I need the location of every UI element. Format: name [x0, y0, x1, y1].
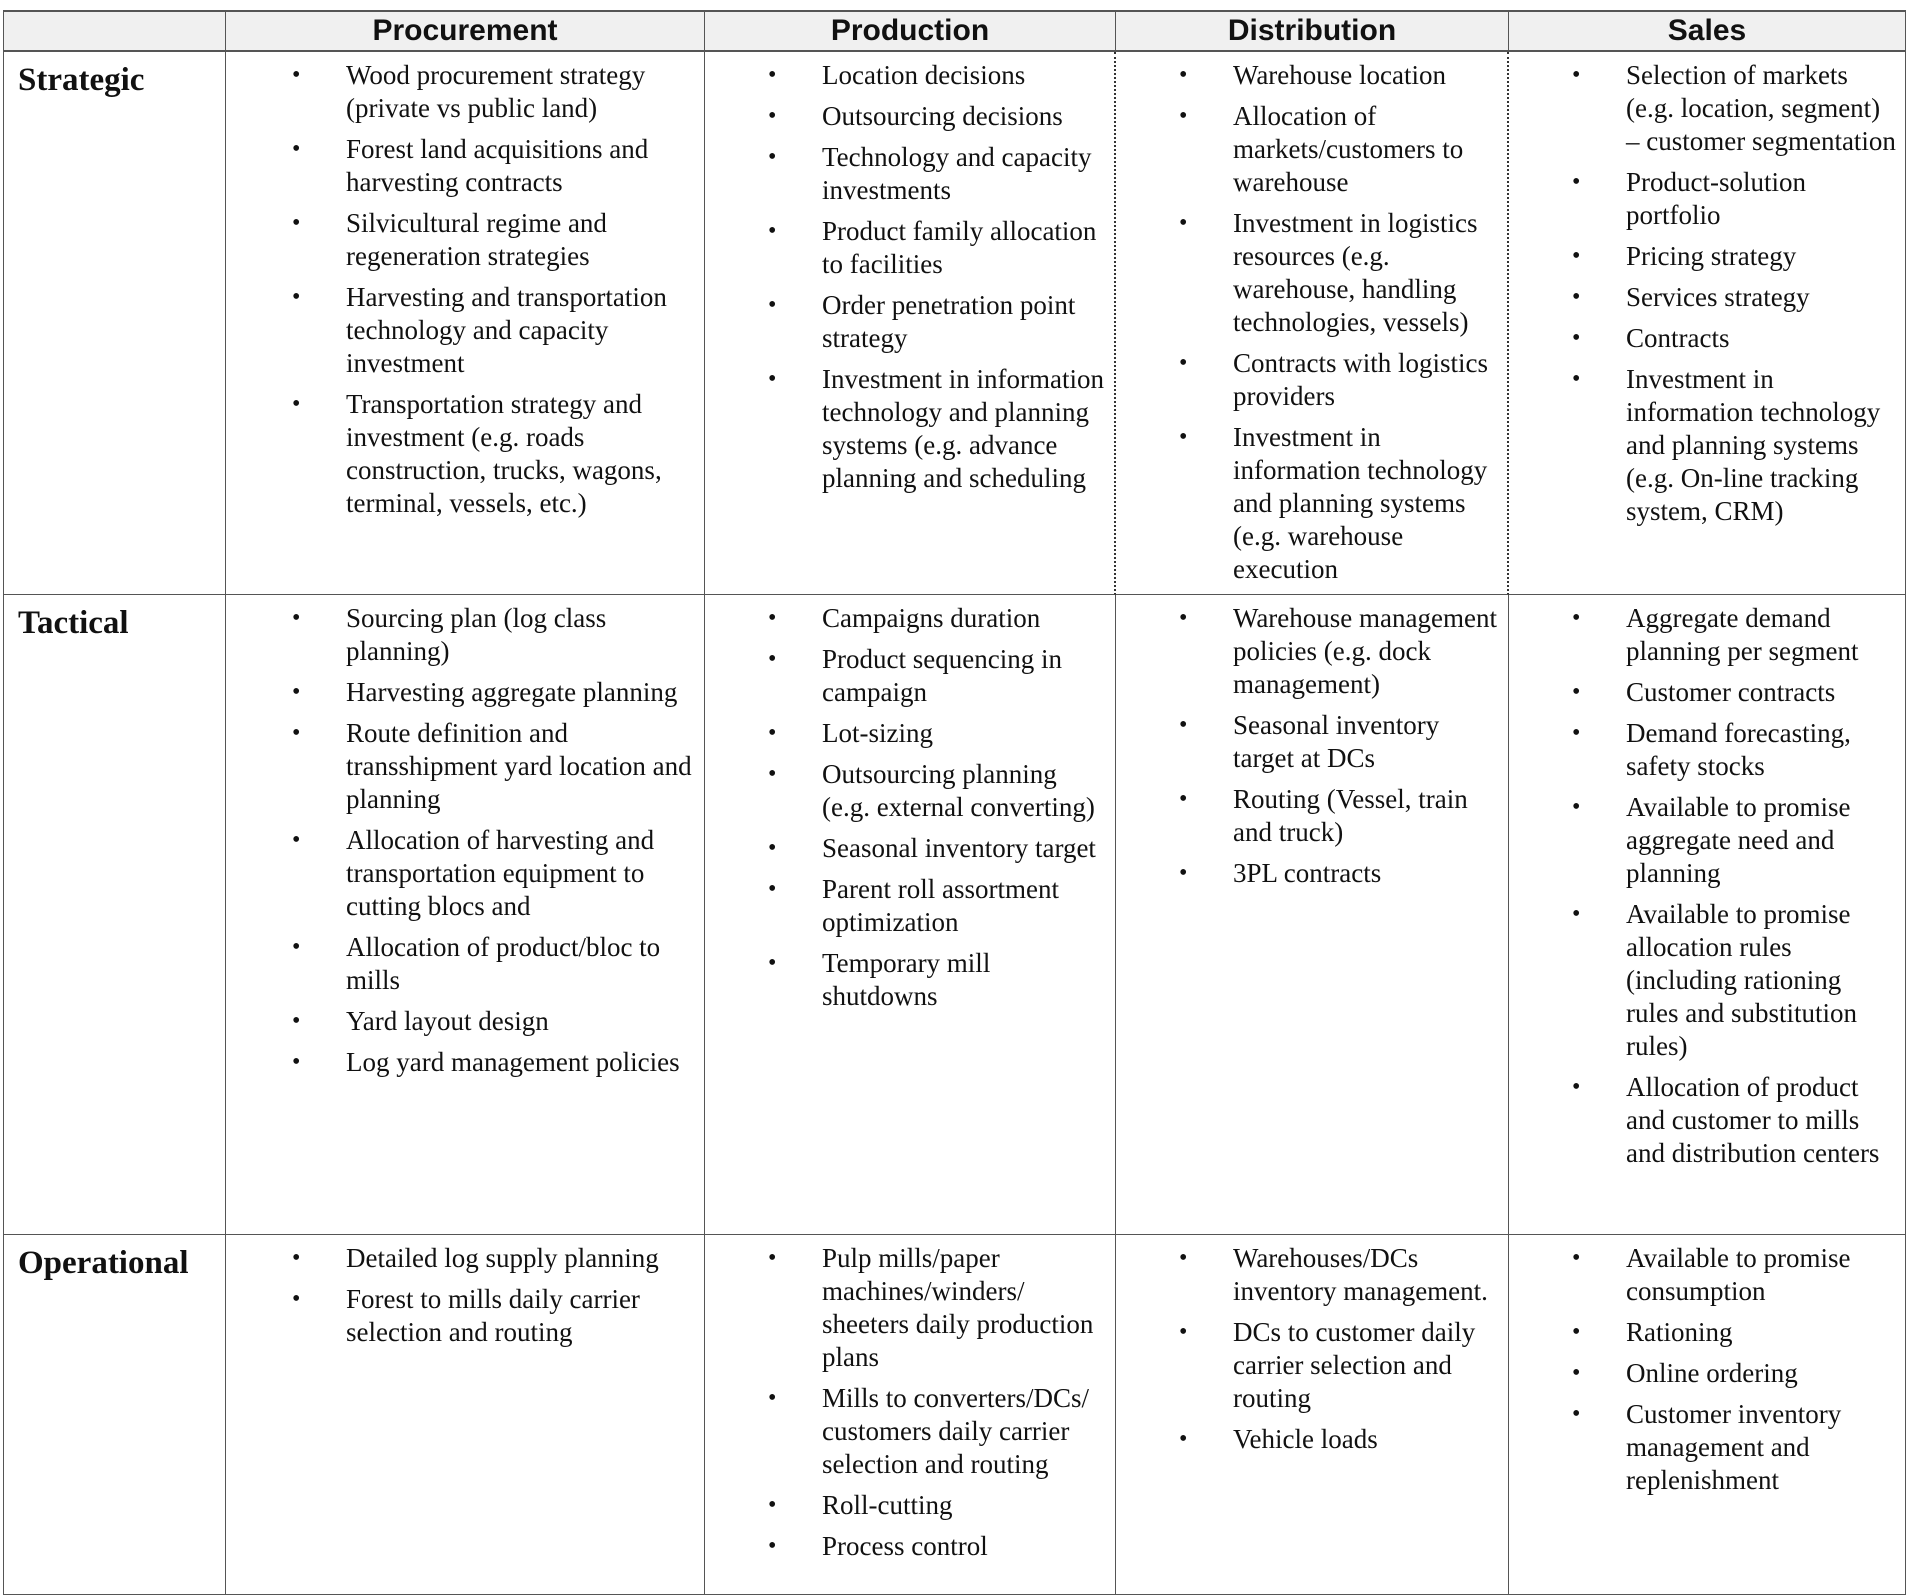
list-item: • Product-solution portfolio — [1626, 166, 1897, 232]
list-item: • Investment in logistics resources (e.g. warehouse, handling technologies, vessels) — [1233, 207, 1499, 339]
list-item: • Allocation of markets/customers to warehouse — [1233, 100, 1499, 199]
list-item: • Available to promise allocation rules (including rationing rules and substitution rules) — [1626, 898, 1897, 1063]
list-item: • Warehouse management policies (e.g. dock management) — [1233, 602, 1500, 701]
list-item: • Route definition and transshipment yard location and planning — [346, 717, 696, 816]
cell-strategic-distribution — [1116, 52, 1509, 595]
list-item: • Technology and capacity investments — [822, 141, 1106, 207]
list-item: • Selection of markets (e.g. location, segment) – customer segmentation — [1626, 59, 1897, 158]
cell-operational-production — [705, 1235, 1116, 1595]
list-item: • DCs to customer daily carrier selection and routing — [1233, 1316, 1500, 1415]
list-item: • Sourcing plan (log class planning) — [346, 602, 696, 668]
list-item: • Transportation strategy and investment (e.g. roads construction, trucks, wagons, terminal, vessels, etc.) — [346, 388, 696, 520]
list-item: • Outsourcing decisions — [822, 100, 1106, 133]
list-item: • Order penetration point strategy — [822, 289, 1106, 355]
list-item: • Pricing strategy — [1626, 240, 1897, 273]
list-item: • Allocation of harvesting and transportation equipment to cutting blocs and — [346, 824, 696, 923]
row-label-operational: Operational — [4, 1235, 226, 1595]
column-header-production: Production — [705, 12, 1116, 52]
cell-tactical-sales — [1509, 595, 1906, 1235]
list-item: • Allocation of product and customer to mills and distribution centers — [1626, 1071, 1897, 1170]
column-header-sales: Sales — [1509, 12, 1906, 52]
list-item: • Silvicultural regime and regeneration strategies — [346, 207, 696, 273]
column-header-procurement: Procurement — [226, 12, 705, 52]
list-item: • Routing (Vessel, train and truck) — [1233, 783, 1500, 849]
list-item: • Demand forecasting, safety stocks — [1626, 717, 1897, 783]
list-item: • Yard layout design — [346, 1005, 696, 1038]
list-item: • Log yard management policies — [346, 1046, 696, 1079]
list-item: • Warehouse location — [1233, 59, 1499, 92]
cell-strategic-sales — [1509, 52, 1906, 595]
planning-matrix-table — [3, 10, 1906, 1595]
list-item: • Seasonal inventory target — [822, 832, 1107, 865]
cell-operational-distribution — [1116, 1235, 1509, 1595]
list-item: • Investment in information technology and planning systems (e.g. warehouse execution — [1233, 421, 1499, 586]
cell-strategic-production — [705, 52, 1116, 595]
list-item: • Pulp mills/paper machines/winders/ sheeters daily production plans — [822, 1242, 1107, 1374]
bullet-list — [705, 52, 1114, 495]
list-item: • Available to promise consumption — [1626, 1242, 1897, 1308]
list-item: • Vehicle loads — [1233, 1423, 1500, 1456]
list-item: • Wood procurement strategy (private vs public land) — [346, 59, 696, 125]
list-item: • Product family allocation to facilities — [822, 215, 1106, 281]
table-corner — [4, 12, 226, 52]
bullet-list — [1116, 595, 1508, 890]
list-item: • Investment in information technology and planning systems (e.g. advance planning and scheduling — [822, 363, 1106, 495]
list-item: • Product sequencing in campaign — [822, 643, 1107, 709]
list-item: • Warehouses/DCs inventory management. — [1233, 1242, 1500, 1308]
list-item: • Contracts — [1626, 322, 1897, 355]
cell-operational-procurement — [226, 1235, 705, 1595]
cell-operational-sales — [1509, 1235, 1906, 1595]
row-label-strategic: Strategic — [4, 52, 226, 595]
list-item: • Contracts with logistics providers — [1233, 347, 1499, 413]
bullet-list — [1116, 52, 1507, 586]
bullet-list — [1509, 1235, 1905, 1497]
list-item: • Outsourcing planning (e.g. external converting) — [822, 758, 1107, 824]
list-item: • Available to promise aggregate need and planning — [1626, 791, 1897, 890]
list-item: • Online ordering — [1626, 1357, 1897, 1390]
list-item: • Aggregate demand planning per segment — [1626, 602, 1897, 668]
list-item: • Services strategy — [1626, 281, 1897, 314]
cell-tactical-production — [705, 595, 1116, 1235]
bullet-list — [1509, 595, 1905, 1170]
list-item: • Allocation of product/bloc to mills — [346, 931, 696, 997]
bullet-list — [226, 595, 704, 1079]
column-header-distribution: Distribution — [1116, 12, 1509, 52]
list-item: • Campaigns duration — [822, 602, 1107, 635]
list-item: • Roll-cutting — [822, 1489, 1107, 1522]
cell-tactical-procurement — [226, 595, 705, 1235]
bullet-list — [226, 1235, 704, 1349]
list-item: • Mills to converters/DCs/ customers daily carrier selection and routing — [822, 1382, 1107, 1481]
bullet-list — [1509, 52, 1905, 528]
list-item: • Detailed log supply planning — [346, 1242, 696, 1275]
bullet-list — [226, 52, 704, 520]
list-item: • Harvesting aggregate planning — [346, 676, 696, 709]
list-item: • Seasonal inventory target at DCs — [1233, 709, 1500, 775]
list-item: • Customer contracts — [1626, 676, 1897, 709]
cell-strategic-procurement — [226, 52, 705, 595]
list-item: • Location decisions — [822, 59, 1106, 92]
list-item: • Investment in information technology and planning systems (e.g. On-line tracking system, CRM) — [1626, 363, 1897, 528]
list-item: • Parent roll assortment optimization — [822, 873, 1107, 939]
bullet-list — [705, 1235, 1115, 1563]
row-label-tactical: Tactical — [4, 595, 226, 1235]
list-item: • Forest land acquisitions and harvesting contracts — [346, 133, 696, 199]
list-item: • Harvesting and transportation technology and capacity investment — [346, 281, 696, 380]
bullet-list — [705, 595, 1115, 1013]
list-item: • Process control — [822, 1530, 1107, 1563]
list-item: • Forest to mills daily carrier selection and routing — [346, 1283, 696, 1349]
bullet-list — [1116, 1235, 1508, 1456]
list-item: • Customer inventory management and replenishment — [1626, 1398, 1897, 1497]
list-item: • Rationing — [1626, 1316, 1897, 1349]
list-item: • 3PL contracts — [1233, 857, 1500, 890]
list-item: • Temporary mill shutdowns — [822, 947, 1107, 1013]
cell-tactical-distribution — [1116, 595, 1509, 1235]
list-item: • Lot-sizing — [822, 717, 1107, 750]
